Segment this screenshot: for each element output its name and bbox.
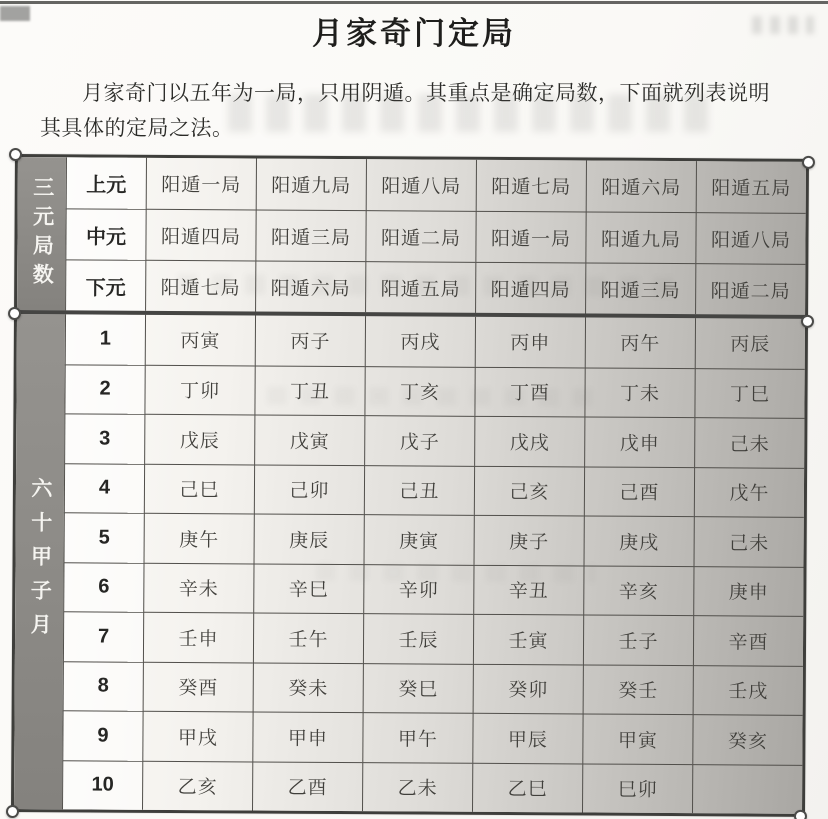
table-cell: 壬辰 [363, 613, 473, 663]
intro-paragraph [40, 76, 790, 146]
intro-line-2: 其具体的定局之法。 [40, 117, 234, 140]
table-cell: 庚子 [474, 515, 584, 565]
selection-handle-top-right[interactable] [802, 156, 815, 169]
table-cell: 阳遁七局 [145, 260, 255, 312]
table-cell: 癸未 [253, 662, 363, 712]
table-cell: 戊申 [584, 416, 694, 466]
intro-line-1: 月家奇门以五年为一局，只用阴遁。其重点是确定局数，下面就列表说明 [82, 82, 770, 105]
table-cell: 阳遁九局 [256, 158, 366, 210]
table-cell: 壬戌 [693, 665, 803, 715]
selection-handle-top-left[interactable] [9, 148, 22, 161]
table-cell: 乙亥 [142, 760, 252, 810]
table-cell: 丁巳 [694, 368, 804, 418]
row-label: 10 [62, 760, 142, 810]
table-cell: 阳遁七局 [476, 160, 586, 212]
table-cell [692, 764, 802, 814]
selection-handle-bottom-left[interactable] [6, 805, 19, 818]
selection-handle-bottom-right[interactable] [794, 810, 807, 819]
page-title: 月家奇门定局 [312, 16, 516, 51]
table-cell: 丁丑 [254, 365, 364, 415]
table-cell: 甲午 [362, 712, 472, 762]
table-cell: 己未 [694, 417, 804, 467]
table-cell: 丙申 [475, 317, 585, 367]
table-cell: 壬午 [253, 612, 363, 662]
scan-edge-strip [0, 1, 828, 4]
table-cell: 己丑 [364, 465, 474, 515]
table-cell: 辛丑 [473, 564, 583, 614]
table-cell: 壬寅 [473, 614, 583, 664]
table-cell: 庚辰 [254, 513, 364, 563]
table-cell: 丙寅 [145, 315, 255, 365]
table-cell: 丙辰 [695, 318, 805, 368]
table-cell: 辛未 [143, 562, 253, 612]
table-cell: 甲申 [252, 711, 362, 761]
table-cell: 辛亥 [583, 565, 693, 615]
row-label: 6 [63, 562, 143, 612]
table-cell: 戊辰 [144, 414, 254, 464]
table-cell: 阳遁八局 [366, 159, 476, 211]
table-cell: 乙未 [362, 762, 472, 812]
table-cell: 阳遁九局 [585, 211, 695, 263]
table-cell: 庚寅 [364, 514, 474, 564]
table-cell: 阳遁五局 [696, 161, 806, 213]
table-cell: 丁卯 [144, 364, 254, 414]
selection-handle-mid-left[interactable] [8, 307, 21, 320]
row-label: 下元 [65, 259, 145, 310]
side-label-liushi-jiazi-yue: 六十甲子月 [14, 314, 65, 809]
table-cell: 壬申 [143, 612, 253, 662]
table-cell: 庚午 [144, 513, 254, 563]
table-cell: 甲戌 [142, 711, 252, 761]
table-cell: 戊午 [694, 467, 804, 517]
table-cell: 己未 [694, 516, 804, 566]
table-cell: 阳遁三局 [585, 262, 695, 314]
table-cell: 阳遁四局 [475, 262, 585, 314]
table-cell: 阳遁一局 [475, 211, 585, 263]
table-cell: 戊戌 [474, 416, 584, 466]
table-cell: 己巳 [144, 463, 254, 513]
table-cell: 甲寅 [582, 713, 692, 763]
table-cell: 癸壬 [583, 664, 693, 714]
table-cell: 乙巳 [472, 762, 582, 812]
row-label: 1 [65, 314, 145, 364]
row-label: 7 [63, 611, 143, 661]
table-cell: 己酉 [584, 466, 694, 516]
table-section-jiazi [14, 314, 805, 814]
table-cell: 癸酉 [143, 661, 253, 711]
row-label: 中元 [65, 208, 145, 259]
row-label: 4 [64, 463, 144, 513]
table-cell: 阳遁六局 [586, 160, 696, 212]
table-cell: 戊寅 [254, 414, 364, 464]
row-label: 5 [64, 512, 144, 562]
table-cell: 己亥 [474, 465, 584, 515]
side-label-sanyuan-jushu: 三元局数 [17, 157, 66, 310]
table-cell: 阳遁八局 [695, 212, 805, 264]
table-cell: 阳遁三局 [255, 209, 365, 261]
table-cell: 丙子 [255, 315, 365, 365]
table-cell: 壬子 [583, 614, 693, 664]
table-cell: 辛酉 [693, 615, 803, 665]
table-cell: 丙戌 [365, 316, 475, 366]
table-cell: 甲辰 [472, 713, 582, 763]
table-cell: 阳遁五局 [365, 261, 475, 313]
table-cell: 辛巳 [253, 563, 363, 613]
row-label: 3 [64, 413, 144, 463]
table-cell: 丙午 [585, 317, 695, 367]
table-cell: 乙酉 [252, 761, 362, 811]
table-cell: 丁酉 [474, 366, 584, 416]
table-cell: 阳遁二局 [695, 263, 805, 315]
table-cell: 阳遁二局 [365, 210, 475, 262]
table-cell: 己卯 [254, 464, 364, 514]
table-cell: 癸卯 [473, 663, 583, 713]
table-cell: 戊子 [364, 415, 474, 465]
table-image[interactable] [11, 154, 809, 817]
table-cell: 辛卯 [363, 564, 473, 614]
selection-handle-mid-right[interactable] [801, 315, 814, 328]
table-cell: 癸巳 [363, 663, 473, 713]
table-cell: 丁亥 [364, 366, 474, 416]
table-cell: 庚戌 [584, 515, 694, 565]
table-cell: 癸亥 [692, 714, 802, 764]
table-cell: 庚申 [693, 566, 803, 616]
table-cell: 阳遁六局 [255, 260, 365, 312]
row-label: 9 [62, 710, 142, 760]
table-section-sanyuan [17, 157, 806, 315]
table-cell: 阳遁一局 [146, 158, 256, 210]
table-cell: 巳卯 [582, 763, 692, 813]
row-label: 8 [63, 661, 143, 711]
table-cell: 丁未 [584, 367, 694, 417]
table-cell: 阳遁四局 [145, 209, 255, 261]
row-label: 2 [64, 364, 144, 414]
row-label: 上元 [66, 157, 146, 208]
